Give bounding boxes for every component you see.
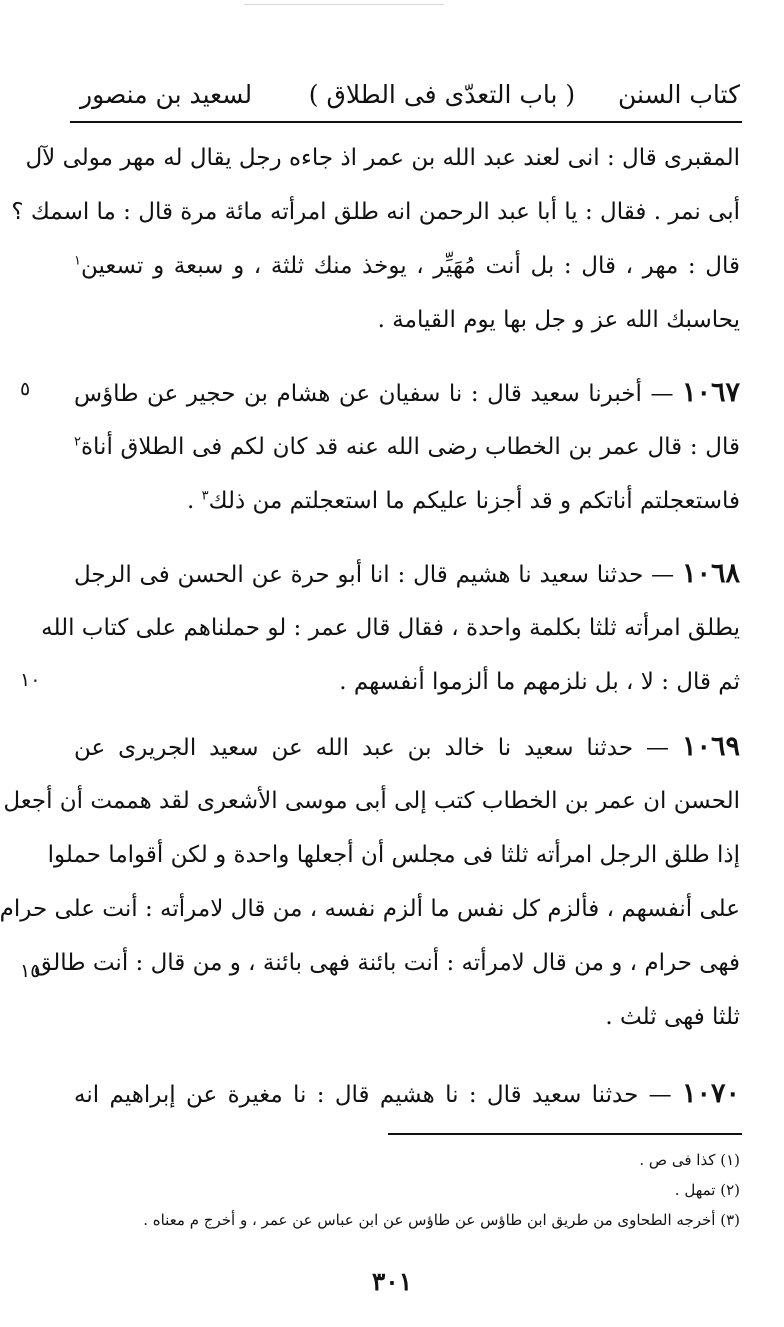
footnote-ref: ٢ [74, 434, 81, 450]
text-line: يحاسبك الله عز و جل بها يوم القيامة . [377, 307, 740, 333]
hadith-1068 [41, 547, 740, 709]
text-line: ١٠٦٧ — أخبرنا سعيد قال : نا سفيان عن هشام بن حجير عن طاؤس [74, 377, 740, 408]
header-rule [70, 121, 742, 123]
footnote: (٢) تمهل . [674, 1181, 740, 1199]
margin-line-number: ١٠ [20, 669, 41, 691]
page-number: ٣٠١ [371, 1267, 413, 1296]
paragraph-continuation [11, 131, 740, 347]
footnote: (١) كذا فى ص . [639, 1151, 740, 1169]
text-line: المقبرى قال : انى لعند عبد الله بن عمر اذ جاءه رجل يقال له مهر مولى لآل [25, 145, 740, 171]
hadith-number: ١٠٦٩ [681, 731, 740, 762]
hadith-1067 [74, 366, 740, 528]
footnote-rule [388, 1133, 742, 1135]
running-header [70, 70, 740, 120]
text-line: قال : مهر ، قال : بل أنت مُهَيِّر ، يوخذ منك ثلثة ، و سبعة و تسعين$^١$ [74, 253, 740, 279]
margin-line-number: ٥ [20, 378, 31, 400]
book-title: كتاب السنن [618, 80, 740, 109]
footnote-ref: ١ [74, 253, 81, 269]
footnote: (٣) أخرجه الطحاوى من طريق ابن طاؤس عن طاؤس عن ابن عباس عن عمر ، و أخرج م معناه . [143, 1211, 740, 1229]
author-name: لسعيد بن منصور [80, 80, 253, 109]
hadith-number: ١٠٧٠ [682, 1078, 741, 1109]
text-line: الحسن ان عمر بن الخطاب كتب إلى أبى موسى الأشعرى لقد هممت أن أجعل [3, 788, 740, 814]
footnote-ref: ٣ [201, 488, 209, 504]
footnotes [70, 1145, 740, 1235]
text-line: فهى حرام ، و من قال لامرأته : أنت بائنة فهى بائنة ، و من قال : أنت طالق [34, 950, 740, 976]
hadith-1070 [74, 1067, 740, 1121]
hadith-number: ١٠٦٧ [681, 377, 740, 408]
text-line: ثلثا فهى ثلث . [605, 1004, 740, 1030]
text-line: فاستعجلتم أناتكم و قد أجزنا عليكم ما استعجلتم من ذلك$^٣$ . [186, 488, 740, 514]
text-line: على أنفسهم ، فألزم كل نفس ما ألزم نفسه ، من قال لامرأته : أنت على حرام [0, 896, 740, 922]
text-line: ١٠٦٩ — حدثنا سعيد نا خالد بن عبد الله عن سعيد الجريرى عن [74, 731, 740, 762]
text-line: ١٠٧٠ — حدثنا سعيد قال : نا هشيم قال : نا مغيرة عن إبراهيم انه [74, 1078, 741, 1109]
text-line: قال : قال عمر بن الخطاب رضى الله عنه قد كان لكم فى الطلاق أناة$^٢$ [74, 434, 740, 460]
text-line: ١٠٦٨ — حدثنا سعيد نا هشيم قال : انا أبو حرة عن الحسن فى الرجل [74, 558, 740, 589]
chapter-title: ( باب التعدّى فى الطلاق ) [308, 80, 576, 109]
text-line: يطلق امرأته ثلثا بكلمة واحدة ، فقال قال عمر : لو حملناهم على كتاب الله [41, 615, 740, 641]
hadith-number: ١٠٦٨ [681, 558, 740, 589]
text-line: ثم قال : لا ، بل نلزمهم ما ألزموا أنفسهم . [339, 669, 740, 695]
top-edge-rule [244, 4, 444, 5]
text-line: أبى نمر . فقال : يا أبا عبد الرحمن انه طلق امرأته مائة مرة قال : ما اسمك ؟ [11, 199, 740, 225]
margin-line-number: ١٥ [20, 960, 41, 982]
text-line: إذا طلق الرجل امرأته ثلثا فى مجلس أن أجعلها واحدة و لكن أقواما حملوا [47, 842, 740, 868]
